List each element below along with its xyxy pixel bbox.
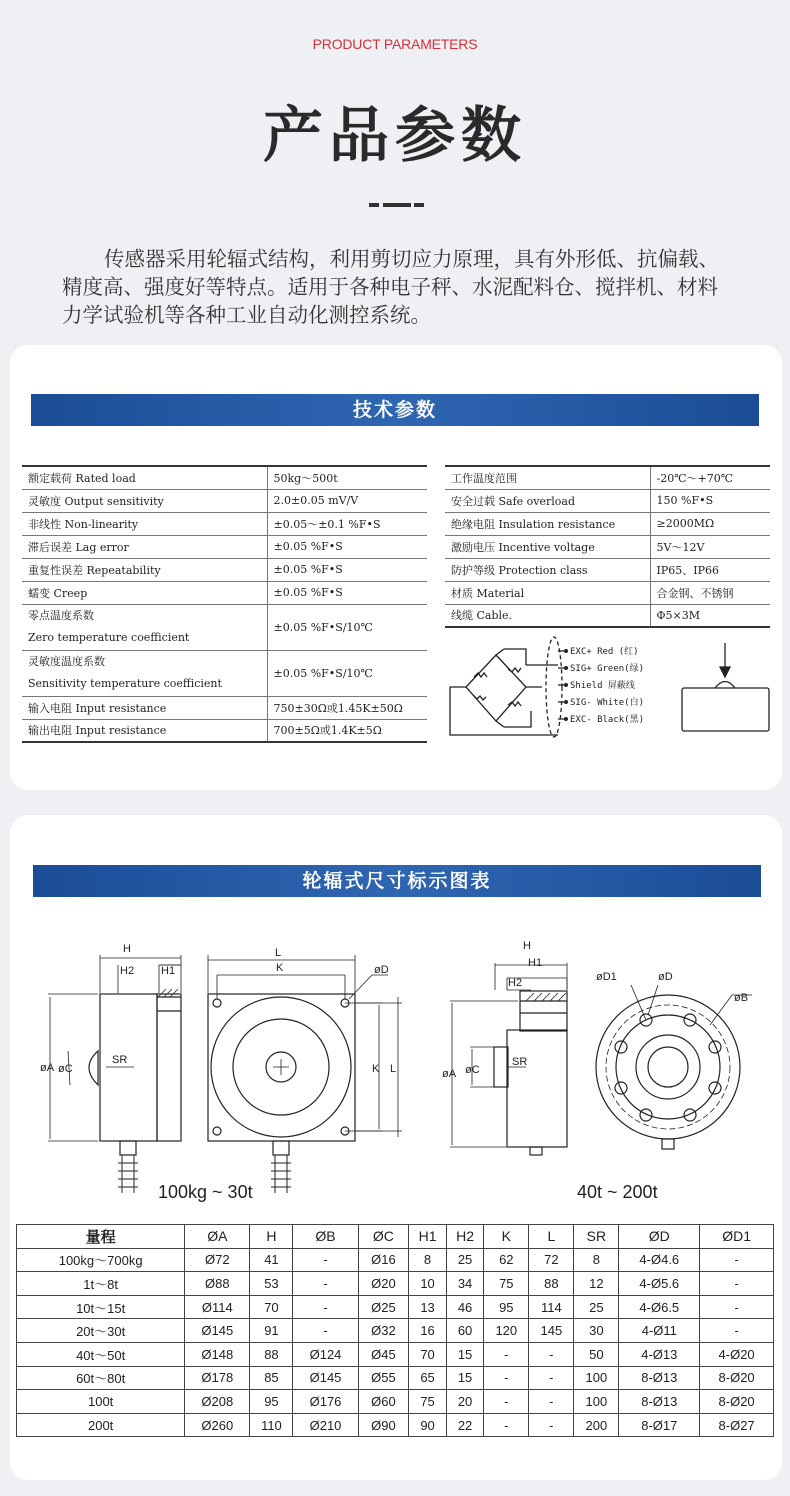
spec-table-left: [22, 465, 427, 743]
spec-value: ±0.05 %F•S: [267, 558, 427, 581]
table-cell: Ø55: [358, 1366, 409, 1390]
column-header: L: [529, 1225, 574, 1249]
spec-label: 防护等级 Protection class: [445, 558, 650, 581]
large-dome: [494, 1047, 508, 1087]
table-row: [22, 512, 427, 535]
table-cell: -: [293, 1272, 358, 1296]
table-row: [22, 535, 427, 558]
sensor-body: [682, 688, 769, 731]
table-cell: 120: [484, 1319, 529, 1343]
spec-value: ±0.05～±0.1 %F•S: [267, 512, 427, 535]
table-cell: 62: [484, 1248, 529, 1272]
table-cell: 70: [250, 1295, 293, 1319]
table-row: [17, 1390, 774, 1414]
label-phic: øC: [58, 1063, 73, 1075]
label-h2: H2: [120, 965, 135, 977]
table-cell: 114: [529, 1295, 574, 1319]
table-cell: 4-Ø6.5: [619, 1295, 700, 1319]
tech-params-title: 技术参数: [31, 394, 759, 426]
caption-large: 40t ~ 200t: [577, 1182, 658, 1202]
table-cell: 1t～8t: [17, 1272, 185, 1296]
table-cell: -: [293, 1248, 358, 1272]
spec-label: 非线性 Non-linearity: [22, 512, 267, 535]
table-cell: 30: [574, 1319, 619, 1343]
column-header: H2: [446, 1225, 484, 1249]
label-phia: øA: [40, 1062, 55, 1074]
table-cell: Ø72: [185, 1248, 250, 1272]
table-cell: Ø176: [293, 1390, 358, 1414]
spec-value: ±0.05 %F•S: [267, 535, 427, 558]
table-cell: 4-Ø13: [619, 1342, 700, 1366]
table-cell: -: [529, 1366, 574, 1390]
table-cell: 75: [409, 1390, 447, 1414]
table-cell: Ø20: [358, 1272, 409, 1296]
table-cell: -: [484, 1366, 529, 1390]
label-phic-large: øC: [465, 1064, 480, 1076]
table-cell: Ø145: [293, 1366, 358, 1390]
table-cell: 60t～80t: [17, 1366, 185, 1390]
spec-label: 额定载荷 Rated load: [22, 466, 267, 489]
wire-label: Shield 屏蔽线: [570, 681, 635, 691]
spec-value: -20℃～+70℃: [650, 466, 770, 489]
page-title: 产品参数: [263, 101, 527, 171]
small-dome: [89, 1051, 98, 1085]
spec-value: Φ5×3M: [650, 604, 770, 627]
table-cell: 60: [446, 1319, 484, 1343]
spec-value: ±0.05 %F•S/10℃: [267, 604, 427, 650]
table-cell: 200: [574, 1413, 619, 1437]
table-cell: 100kg～700kg: [17, 1248, 185, 1272]
spec-label: 材质 Material: [445, 581, 650, 604]
wire-label: SIG- White(白): [570, 698, 645, 708]
table-cell: 4-Ø20: [700, 1342, 774, 1366]
label-h-large: H: [523, 940, 531, 952]
table-row: [17, 1413, 774, 1437]
large-body: [507, 1030, 567, 1147]
spec-label: 工作温度范围: [445, 466, 650, 489]
table-cell: 22: [446, 1413, 484, 1437]
table-cell: Ø124: [293, 1342, 358, 1366]
square-plate: [208, 994, 355, 1141]
table-cell: -: [484, 1413, 529, 1437]
subtitle-en: PRODUCT PARAMETERS: [312, 36, 478, 52]
small-gland: [120, 1141, 136, 1155]
table-cell: Ø32: [358, 1319, 409, 1343]
spec-label: 灵敏度 Output sensitivity: [22, 489, 267, 512]
table-row: [445, 512, 770, 535]
table-row: [22, 719, 427, 742]
table-cell: Ø45: [358, 1342, 409, 1366]
table-cell: 8: [409, 1248, 447, 1272]
table-row: [17, 1272, 774, 1296]
spec-value: 合金钢、不锈钢: [650, 581, 770, 604]
table-cell: Ø60: [358, 1390, 409, 1414]
label-l-vert: L: [390, 1063, 397, 1075]
wiring-diagram: [446, 635, 661, 745]
spec-label: [22, 604, 267, 650]
label-h1-large: H1: [528, 957, 543, 969]
table-cell: 46: [446, 1295, 484, 1319]
table-cell: 50: [574, 1342, 619, 1366]
table-cell: 25: [446, 1248, 484, 1272]
table-row: [17, 1366, 774, 1390]
spec-label: 线缆 Cable.: [445, 604, 650, 627]
cable-shield: [546, 637, 562, 737]
spec-value: 150 %F•S: [650, 489, 770, 512]
label-sr: SR: [112, 1054, 128, 1066]
column-header: H1: [409, 1225, 447, 1249]
table-cell: 34: [446, 1272, 484, 1296]
table-cell: 8-Ø27: [700, 1413, 774, 1437]
table-cell: 200t: [17, 1413, 185, 1437]
table-cell: 8-Ø13: [619, 1366, 700, 1390]
large-flange: [520, 991, 567, 1031]
table-cell: 13: [409, 1295, 447, 1319]
spec-value: 700±5Ω或1.4K±5Ω: [267, 719, 427, 742]
dimension-table: [16, 1224, 774, 1437]
table-row: [17, 1319, 774, 1343]
load-diagram: [678, 641, 773, 741]
intro-text: 传感器采用轮辐式结构，利用剪切应力原理，具有外形低、抗偏载、精度高、强度好等特点。适用于各种电子秤、水泥配料仓、搅拌机、材料力学试验机等各种工业自动化测控系统。: [62, 247, 719, 327]
dimension-drawings: [10, 815, 782, 1225]
table-cell: 12: [574, 1272, 619, 1296]
spec-value: 750±30Ω或1.45K±50Ω: [267, 696, 427, 719]
column-header: SR: [574, 1225, 619, 1249]
table-cell: 65: [409, 1366, 447, 1390]
table-cell: 15: [446, 1342, 484, 1366]
small-body: [100, 994, 157, 1141]
table-row: [445, 558, 770, 581]
table-cell: 88: [250, 1342, 293, 1366]
table-cell: 41: [250, 1248, 293, 1272]
table-cell: Ø145: [185, 1319, 250, 1343]
table-cell: 4-Ø5.6: [619, 1272, 700, 1296]
column-header: ØD: [619, 1225, 700, 1249]
table-row: [22, 696, 427, 719]
column-header: ØA: [185, 1225, 250, 1249]
spec-label: 安全过载 Safe overload: [445, 489, 650, 512]
table-cell: 100: [574, 1390, 619, 1414]
column-header: ØC: [358, 1225, 409, 1249]
table-row: [22, 581, 427, 604]
table-cell: 72: [529, 1248, 574, 1272]
spec-label: 激励电压 Incentive voltage: [445, 535, 650, 558]
table-cell: 4-Ø11: [619, 1319, 700, 1343]
dimension-title: 轮辐式尺寸标示图表: [33, 865, 761, 897]
table-cell: 95: [484, 1295, 529, 1319]
table-row: [445, 535, 770, 558]
table-cell: -: [529, 1413, 574, 1437]
bridge-diamond: [466, 655, 526, 721]
spec-label: 输入电阻 Input resistance: [22, 696, 267, 719]
table-cell: 88: [529, 1272, 574, 1296]
label-h1: H1: [161, 965, 176, 977]
table-row: [17, 1342, 774, 1366]
label-phid1: øD1: [596, 971, 617, 983]
terminal-dots: [564, 649, 568, 721]
table-row: [22, 466, 427, 489]
label-h2-large: H2: [508, 977, 523, 989]
label-k: K: [276, 962, 284, 974]
table-cell: 8-Ø20: [700, 1390, 774, 1414]
tech-params-card: [10, 345, 782, 790]
spec-label-cn: 灵敏度温度系数: [28, 655, 105, 668]
column-header: H: [250, 1225, 293, 1249]
large-mid: [616, 1015, 720, 1119]
table-cell: 15: [446, 1366, 484, 1390]
spec-label: [22, 650, 267, 696]
table-cell: -: [484, 1342, 529, 1366]
spec-label-cn: 零点温度系数: [28, 609, 94, 622]
dimension-card: [10, 815, 782, 1480]
column-header: 量程: [17, 1225, 185, 1249]
table-cell: 75: [484, 1272, 529, 1296]
table-cell: 4-Ø4.6: [619, 1248, 700, 1272]
label-phib: øB: [734, 992, 749, 1004]
table-cell: -: [529, 1390, 574, 1414]
label-h: H: [123, 943, 131, 955]
spec-value: ≥2000MΩ: [650, 512, 770, 535]
table-cell: 110: [250, 1413, 293, 1437]
spec-value: 5V～12V: [650, 535, 770, 558]
table-row: [445, 489, 770, 512]
spec-value: ±0.05 %F•S: [267, 581, 427, 604]
load-button: [715, 682, 735, 689]
table-cell: Ø210: [293, 1413, 358, 1437]
table-row: [17, 1295, 774, 1319]
table-cell: -: [700, 1319, 774, 1343]
wire-label: SIG+ Green(绿): [570, 664, 645, 674]
table-cell: -: [293, 1295, 358, 1319]
spec-label: 绝缘电阻 Insulation resistance: [445, 512, 650, 535]
wire-label: EXC+ Red (红): [570, 647, 639, 657]
spec-label-en: Sensitivity temperature coefficient: [28, 677, 222, 690]
table-cell: 8-Ø20: [700, 1366, 774, 1390]
spec-label: 重复性误差 Repeatability: [22, 558, 267, 581]
large-hub: [636, 1035, 700, 1099]
table-cell: 10: [409, 1272, 447, 1296]
spec-value: 50kg～500t: [267, 466, 427, 489]
table-cell: -: [293, 1319, 358, 1343]
label-sr-large: SR: [512, 1056, 528, 1068]
table-cell: 85: [250, 1366, 293, 1390]
table-cell: 20t～30t: [17, 1319, 185, 1343]
label-phia-large: øA: [442, 1068, 457, 1080]
table-cell: 100: [574, 1366, 619, 1390]
load-arrow-head: [720, 667, 730, 677]
table-cell: Ø114: [185, 1295, 250, 1319]
table-cell: Ø88: [185, 1272, 250, 1296]
table-cell: 90: [409, 1413, 447, 1437]
table-cell: Ø260: [185, 1413, 250, 1437]
large-center: [648, 1047, 688, 1087]
table-cell: -: [700, 1272, 774, 1296]
table-cell: Ø90: [358, 1413, 409, 1437]
table-header-row: [17, 1225, 774, 1249]
column-header: ØB: [293, 1225, 358, 1249]
table-row: [22, 489, 427, 512]
table-cell: Ø178: [185, 1366, 250, 1390]
table-cell: 8: [574, 1248, 619, 1272]
table-row: [445, 466, 770, 489]
wire-label: EXC- Black(黑): [570, 715, 645, 725]
table-cell: 20: [446, 1390, 484, 1414]
label-l: L: [275, 947, 282, 959]
table-row: [22, 604, 427, 650]
table-cell: Ø25: [358, 1295, 409, 1319]
table-cell: 8-Ø13: [619, 1390, 700, 1414]
table-cell: 70: [409, 1342, 447, 1366]
label-k-vert: K: [372, 1063, 380, 1075]
large-side-view: [450, 963, 567, 1155]
table-cell: 10t～15t: [17, 1295, 185, 1319]
small-flange: [157, 994, 181, 1141]
table-row: [22, 558, 427, 581]
bridge-wires: [450, 649, 558, 735]
spec-value: ±0.05 %F•S/10℃: [267, 650, 427, 696]
table-cell: Ø148: [185, 1342, 250, 1366]
table-cell: 16: [409, 1319, 447, 1343]
table-cell: -: [700, 1295, 774, 1319]
table-row: [17, 1248, 774, 1272]
title-divider: [369, 203, 424, 207]
table-cell: 145: [529, 1319, 574, 1343]
large-outer: [596, 995, 740, 1139]
spec-label: 滞后误差 Lag error: [22, 535, 267, 558]
label-phid: øD: [374, 964, 389, 976]
table-cell: 91: [250, 1319, 293, 1343]
table-cell: 8-Ø17: [619, 1413, 700, 1437]
intro-paragraph: [62, 245, 732, 329]
spec-value: IP65、IP66: [650, 558, 770, 581]
table-cell: 95: [250, 1390, 293, 1414]
table-cell: 40t～50t: [17, 1342, 185, 1366]
table-cell: 25: [574, 1295, 619, 1319]
table-cell: Ø16: [358, 1248, 409, 1272]
spec-value: 2.0±0.05 mV/V: [267, 489, 427, 512]
large-top-view: [596, 985, 752, 1149]
spec-table-right: [445, 465, 770, 628]
table-cell: Ø208: [185, 1390, 250, 1414]
table-row: [445, 581, 770, 604]
table-row: [445, 604, 770, 627]
spec-label: 输出电阻 Input resistance: [22, 719, 267, 742]
spec-label-en: Zero temperature coefficient: [28, 631, 190, 644]
table-cell: 100t: [17, 1390, 185, 1414]
table-cell: 53: [250, 1272, 293, 1296]
caption-small: 100kg ~ 30t: [158, 1182, 253, 1202]
table-cell: -: [484, 1390, 529, 1414]
column-header: K: [484, 1225, 529, 1249]
column-header: ØD1: [700, 1225, 774, 1249]
header-section: [0, 0, 790, 345]
table-cell: -: [529, 1342, 574, 1366]
table-row: [22, 650, 427, 696]
spec-label: 蠕变 Creep: [22, 581, 267, 604]
table-cell: -: [700, 1248, 774, 1272]
label-phid-large: øD: [658, 971, 673, 983]
